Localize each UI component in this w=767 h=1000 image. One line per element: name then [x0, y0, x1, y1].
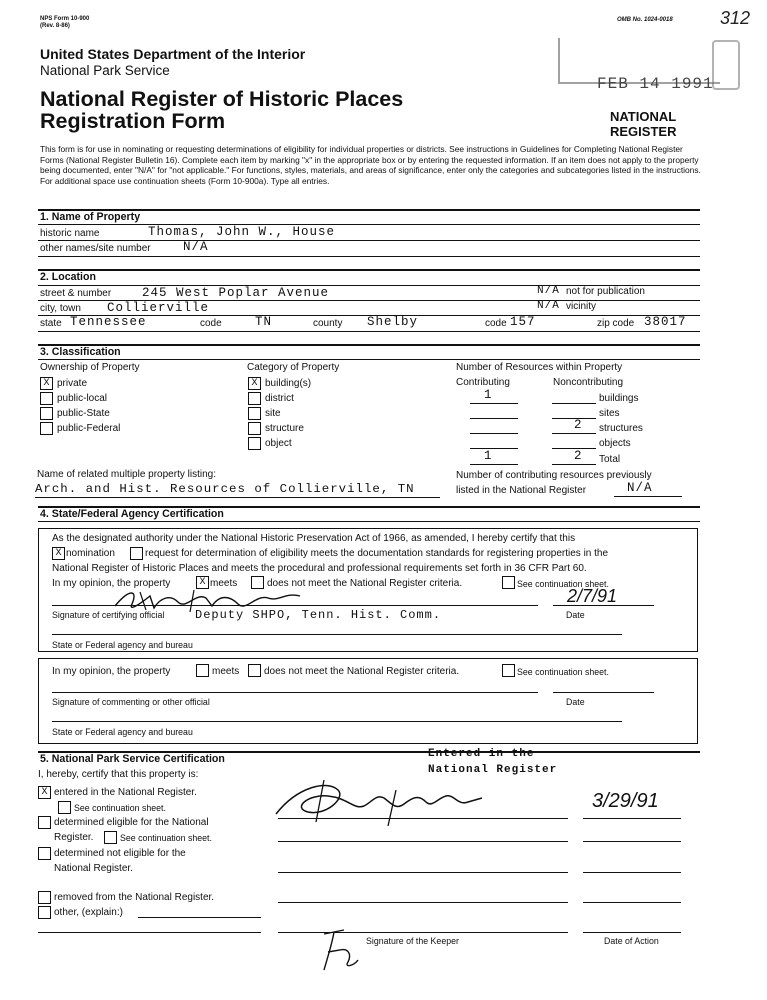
zip-value: 38017: [644, 315, 687, 329]
omb-number: OMB No. 1024-0018: [617, 17, 673, 23]
historic-name-label: historic name: [40, 228, 100, 239]
nfp-label: not for publication: [566, 286, 645, 297]
other-explain-line[interactable]: [138, 917, 261, 918]
county-code-value: 157: [510, 315, 536, 329]
keeper-initials: [318, 926, 362, 976]
not-eligible-label-1: determined not eligible for the: [54, 848, 186, 859]
meets-label: meets: [210, 578, 238, 589]
city-value: Collierville: [107, 301, 210, 315]
ownership-public-state-label: public-State: [57, 408, 110, 419]
opinion2-prefix: In my opinion, the property: [52, 666, 171, 677]
certification-text-3: National Register of Historic Places and meets the procedural and professional requirements set forth in 36 CFR Part 60.: [52, 563, 587, 574]
resources-heading: Number of Resources within Property: [456, 362, 623, 373]
does-not-meet2-checkbox[interactable]: [248, 664, 261, 677]
total-label: Total: [599, 454, 621, 465]
commenting-signature-label: Signature of commenting or other official: [52, 697, 210, 707]
certify-label: I, hereby, certify that this property is:: [38, 769, 199, 780]
category-site-label: site: [265, 408, 281, 419]
vicinity-mark: N/A: [537, 300, 560, 312]
contributing-total: 1: [484, 449, 493, 463]
state-value: Tennessee: [70, 315, 147, 329]
entered-stamp-line1: Entered in the: [428, 748, 535, 760]
other-label: other, (explain:): [54, 907, 123, 918]
entered-stamp-line2: National Register: [428, 764, 558, 776]
category-object-label: object: [265, 438, 292, 449]
previously-listed-value: N/A: [627, 481, 653, 495]
stamp-date: FEB 14 1991: [597, 75, 714, 93]
category-object-checkbox[interactable]: [248, 437, 261, 450]
vicinity-label: vicinity: [566, 301, 597, 312]
meets2-checkbox[interactable]: [196, 664, 209, 677]
meets2-label: meets: [212, 666, 240, 677]
certifying-date-label: Date: [566, 610, 585, 620]
historic-name-value: Thomas, John W., House: [148, 225, 336, 239]
entered-label: entered in the National Register.: [54, 787, 197, 798]
removed-label: removed from the National Register.: [54, 892, 215, 903]
bureau-label: State or Federal agency and bureau: [52, 640, 193, 650]
category-heading: Category of Property: [247, 362, 340, 373]
buildings-label: buildings: [599, 393, 639, 404]
continuation-sheet-label: See continuation sheet.: [517, 579, 609, 589]
determined-eligible-checkbox[interactable]: [38, 816, 51, 829]
category-district-checkbox[interactable]: [248, 392, 261, 405]
instructions: This form is for use in nominating or requesting determinations of eligibility for individual properties or districts. See instructions in Guidelines for Completing National Register Forms (National Register Bulletin 16). Complete each item by marking "x" in the appropriate box or by entering the requested information. If an item does not apply to the property being documented, enter "N/A" for "not applicable." For functions, styles, materials, and areas of significance, enter only the categories and subcategories listed in the instructions. For additional space use continuation sheets (Form 10-900a). Type all entries.: [40, 144, 701, 186]
previously-listed-label-2: listed in the National Register: [456, 485, 587, 496]
bureau2-label: State or Federal agency and bureau: [52, 727, 193, 737]
determined-eligible-label-2: Register.: [54, 832, 94, 843]
state-code-label: code: [200, 318, 222, 329]
ownership-public-state-checkbox[interactable]: [40, 407, 53, 420]
contributing-label: Contributing: [456, 377, 510, 388]
category-building-label: building(s): [265, 378, 312, 389]
eligible-continuation-label: See continuation sheet.: [120, 833, 212, 843]
section-2-heading: 2. Location: [40, 271, 96, 283]
form-title-line1: National Register of Historic Places: [40, 87, 404, 111]
ownership-public-federal-label: public-Federal: [57, 423, 121, 434]
category-building-checkbox[interactable]: X: [248, 377, 261, 390]
category-district-label: district: [265, 393, 294, 404]
certifying-title: Deputy SHPO, Tenn. Hist. Comm.: [195, 608, 442, 622]
other-names-value: N/A: [183, 240, 209, 254]
continuation-sheet2-checkbox[interactable]: [502, 664, 515, 677]
continuation-sheet2-label: See continuation sheet.: [517, 667, 609, 677]
stamp-register: REGISTER: [610, 124, 677, 139]
keeper-signature-label: Signature of the Keeper: [366, 936, 459, 946]
county-value: Shelby: [367, 315, 419, 329]
section-3-heading: 3. Classification: [40, 346, 121, 358]
continuation-sheet-checkbox[interactable]: [502, 576, 515, 589]
handwritten-note: 312: [720, 8, 751, 28]
department: United States Department of the Interior: [40, 46, 306, 62]
agency: National Park Service: [40, 63, 170, 78]
ownership-public-local-label: public-local: [57, 393, 108, 404]
nomination-checkbox[interactable]: X: [52, 547, 65, 560]
category-site-checkbox[interactable]: [248, 407, 261, 420]
entered-continuation-checkbox[interactable]: [58, 801, 71, 814]
state-label: state: [40, 318, 62, 329]
determined-eligible-label-1: determined eligible for the National: [54, 817, 209, 828]
form-number: NPS Form 10-900: [40, 16, 90, 22]
does-not-meet-label: does not meet the National Register criteria.: [267, 578, 463, 589]
meets-checkbox[interactable]: X: [196, 576, 209, 589]
certifying-date: 2/7/91: [567, 586, 618, 606]
keeper-signature: [268, 776, 498, 828]
section-5-heading: 5. National Park Service Certification: [40, 753, 225, 765]
form-title-line2: Registration Form: [40, 109, 226, 133]
keeper-date: 3/29/91: [592, 790, 659, 812]
sites-label: sites: [599, 408, 620, 419]
county-code-label: code: [485, 318, 507, 329]
certification-text-2: request for determination of eligibility meets the documentation standards for registering properties in the: [145, 548, 609, 559]
previously-listed-label-1: Number of contributing resources previously: [456, 470, 652, 481]
does-not-meet2-label: does not meet the National Register criteria.: [264, 666, 460, 677]
other-checkbox[interactable]: [38, 906, 51, 919]
zip-label: zip code: [597, 318, 635, 329]
ownership-public-local-checkbox[interactable]: [40, 392, 53, 405]
request-determination-checkbox[interactable]: [130, 547, 143, 560]
form-revision: (Rev. 8-86): [40, 23, 70, 29]
opinion-prefix: In my opinion, the property: [52, 578, 171, 589]
county-label: county: [313, 318, 343, 329]
state-code-value: TN: [255, 315, 273, 329]
stamp-national: NATIONAL: [610, 109, 677, 124]
entered-checkbox[interactable]: X: [38, 786, 51, 799]
ownership-public-federal-checkbox[interactable]: [40, 422, 53, 435]
city-label: city, town: [40, 303, 81, 314]
certifying-signature-label: Signature of certifying official: [52, 610, 165, 620]
section-4-heading: 4. State/Federal Agency Certification: [40, 508, 224, 520]
eligible-continuation-checkbox[interactable]: [104, 831, 117, 844]
objects-label: objects: [599, 438, 631, 449]
commenting-date-label: Date: [566, 697, 585, 707]
category-structure-label: structure: [265, 423, 304, 434]
ownership-heading: Ownership of Property: [40, 362, 140, 373]
nfp-mark: N/A: [537, 285, 560, 297]
category-structure-checkbox[interactable]: [248, 422, 261, 435]
section-1-heading: 1. Name of Property: [40, 211, 141, 223]
date-of-action-label: Date of Action: [604, 936, 659, 946]
entered-continuation-label: See continuation sheet.: [74, 803, 166, 813]
street-value: 245 West Poplar Avenue: [142, 286, 330, 300]
noncontributing-structures: 2: [574, 418, 583, 432]
nomination-label: nomination: [66, 548, 115, 559]
ownership-private-checkbox[interactable]: X: [40, 377, 53, 390]
street-label: street & number: [40, 288, 112, 299]
removed-checkbox[interactable]: [38, 891, 51, 904]
noncontributing-label: Noncontributing: [553, 377, 624, 388]
ownership-private-label: private: [57, 378, 88, 389]
other-names-label: other names/site number: [40, 243, 151, 254]
not-eligible-label-2: National Register.: [54, 863, 133, 874]
contributing-buildings: 1: [484, 388, 493, 402]
not-eligible-checkbox[interactable]: [38, 847, 51, 860]
multiple-listing-value: Arch. and Hist. Resources of Collierville, TN: [35, 482, 415, 496]
noncontributing-total: 2: [574, 449, 583, 463]
structures-label: structures: [599, 423, 643, 434]
certification-text-1: As the designated authority under the National Historic Preservation Act of 1966, as amended, I hereby certify that this: [52, 533, 576, 544]
multiple-listing-label: Name of related multiple property listing:: [37, 469, 216, 480]
